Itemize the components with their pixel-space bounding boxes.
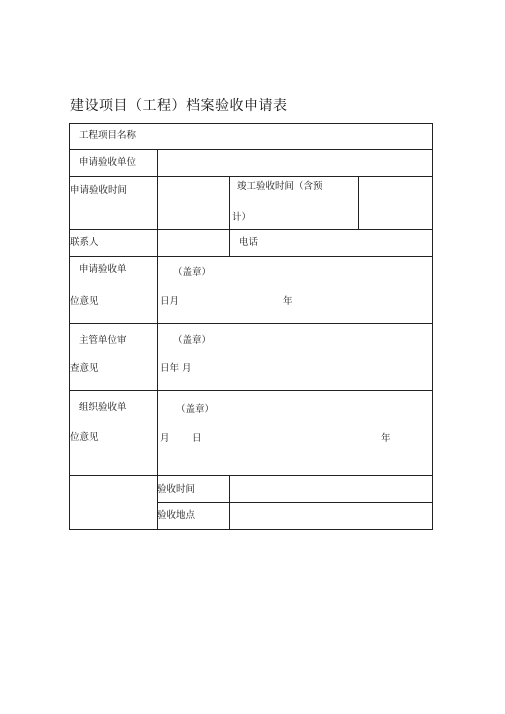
organizer-opinion-label-line1: 组织验收单 xyxy=(79,402,127,413)
organizer-date-day: 日 xyxy=(192,433,202,444)
supervisor-seal-text: （盖章） xyxy=(173,335,212,346)
organizer-opinion-label-line2: 位意见 xyxy=(70,432,99,443)
phone-label: 电话 xyxy=(239,237,259,248)
completion-time-value-cell[interactable] xyxy=(358,176,433,230)
applicant-date-year: 年 xyxy=(283,296,293,307)
supervisor-opinion-value-cell[interactable] xyxy=(157,323,433,391)
acceptance-place-value-cell[interactable] xyxy=(229,502,433,530)
apply-time-value-cell[interactable] xyxy=(157,176,230,230)
acceptance-time-value-cell[interactable] xyxy=(229,475,433,503)
supervisor-opinion-label-cell xyxy=(69,323,158,391)
acceptance-time-label: 验收时间 xyxy=(157,484,196,495)
apply-time-label: 申请验收时间 xyxy=(70,185,128,196)
applicant-seal-text: （盖章） xyxy=(173,267,212,278)
supervisor-opinion-label-line2: 查意见 xyxy=(70,363,99,374)
applicant-date-day-month: 日月 xyxy=(160,296,180,307)
application-form-table xyxy=(69,123,433,530)
form-title: 建设项目（工程）档案验收申请表 xyxy=(70,98,288,114)
acceptance-place-label: 验收地点 xyxy=(157,510,196,521)
project-name-label: 工程项目名称 xyxy=(79,130,137,141)
supervisor-opinion-label-line1: 主管单位审 xyxy=(79,335,127,346)
organizer-date-year: 年 xyxy=(381,433,391,444)
phone-label-cell xyxy=(229,229,433,257)
acceptance-blank-cell xyxy=(69,475,158,530)
applicant-unit-value-cell[interactable] xyxy=(157,149,433,177)
organizer-date-month: 月 xyxy=(160,433,170,444)
contact-value-cell[interactable] xyxy=(157,229,230,257)
contact-label: 联系人 xyxy=(70,237,99,248)
supervisor-date: 日年 月 xyxy=(160,363,192,374)
completion-time-label-line2: 计） xyxy=(232,212,252,223)
organizer-seal-text: （盖章） xyxy=(176,404,215,415)
applicant-opinion-label-line1: 申请验收单 xyxy=(79,264,127,275)
applicant-unit-label: 申请验收单位 xyxy=(79,157,137,168)
applicant-opinion-label-line2: 位意见 xyxy=(70,296,99,307)
completion-time-label-line1: 竣工验收时间（含预 xyxy=(237,181,323,192)
